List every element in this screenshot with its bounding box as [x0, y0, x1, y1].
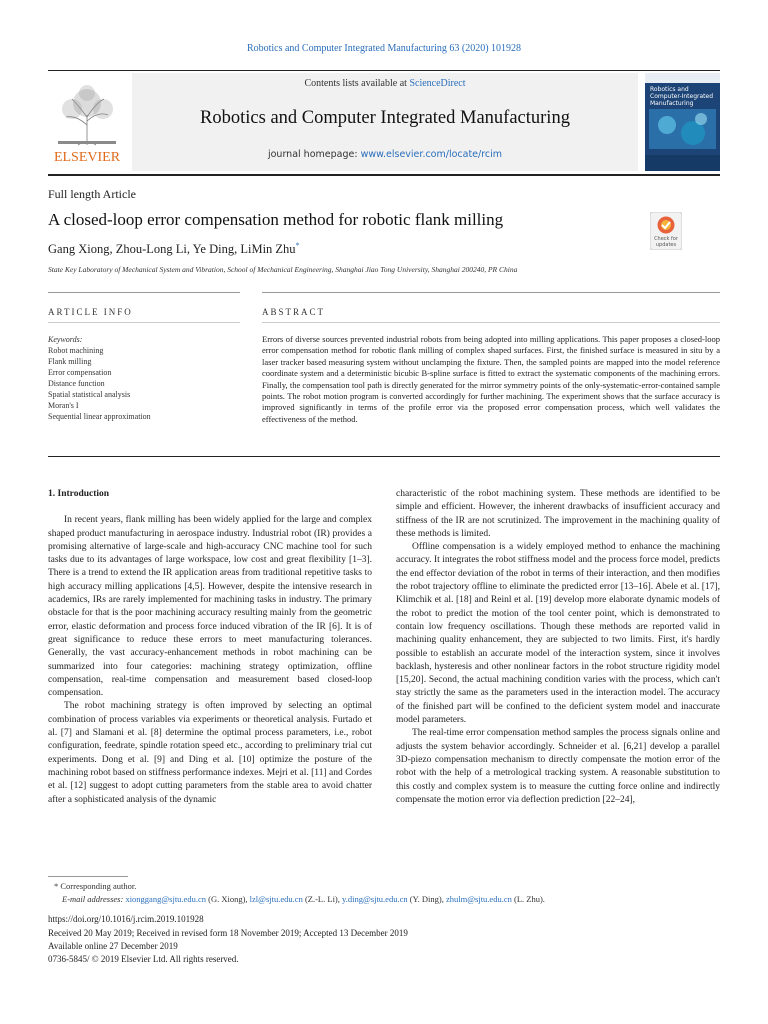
contents-prefix: Contents lists available at	[304, 78, 410, 89]
email-owner: (L. Zhu).	[511, 894, 545, 904]
received-dates: Received 20 May 2019; Received in revised form 18 November 2019; Accepted 13 December 2019	[48, 928, 408, 938]
author-list	[48, 241, 300, 257]
elsevier-logo	[48, 75, 126, 165]
affiliation: State Key Laboratory of Mechanical System and Vibration, School of Mechanical Engineering, Shanghai Jiao Tong University, Shanghai 200240, PR China	[48, 265, 518, 274]
badge-label: Check for updates	[654, 236, 678, 248]
abstract-bottom-rule	[48, 456, 720, 457]
keyword-item: Robot machining	[48, 346, 104, 355]
email-link[interactable]: zhulm@sjtu.edu.cn	[445, 894, 512, 904]
corresponding-author-mark[interactable]: *	[295, 241, 300, 250]
abstract-top-rule	[262, 292, 720, 293]
journal-reference[interactable]: Robotics and Computer Integrated Manufacturing 63 (2020) 101928	[246, 43, 522, 54]
body-left-column	[48, 488, 372, 807]
authors-text: Gang Xiong, Zhou-Long Li, Ye Ding, LiMin Zhu	[48, 242, 296, 257]
check-for-updates-badge[interactable]	[650, 212, 682, 250]
body-right-column	[396, 488, 720, 807]
abstract-mid-rule	[262, 322, 720, 323]
abstract-text: Errors of diverse sources prevented industrial robots from being adopted into milling applications. This paper proposes a closed-loop error compensation method for robotic flank milling of complex shaped surfaces. First, the finished surface is measured in situ by a laser tracker based measuring system without unclamping the fixture. Then, the sampled points are mapped into the model reference coordinate system and a deterministic bicubic B-spline surface is fitted to extract the systematic components of the machining errors. Finally, the compensation tool path is directly generated for the mirror symmetry points of the only-systematic-error-contained sample points. The robot motion program is converted accordingly for further machining. The experiment shows that the surface accuracy is improved significantly in terms of the profile error via the proposed error compensation process, which well validates the effectiveness of the method.	[262, 334, 720, 424]
email-owner: (Z.-L. Li),	[302, 894, 343, 904]
keywords-block	[48, 334, 248, 422]
email-owner: (G. Xiong),	[205, 894, 250, 904]
info-mid-rule	[48, 322, 240, 323]
journal-title: Robotics and Computer Integrated Manufacturing	[200, 108, 570, 128]
paragraph: Offline compensation is a widely employed method to enhance the machining accuracy. It integrates the robot stiffness model and the process force model, predicts the end effector deviation of the robot in terms of their interaction, and then modifies the robot trajectory offline to eliminate the predicted error [13–16]. Abele et al. [17], Klimchik et al. [18] and Reinl et al. [19] develop more elaborate dynamic models of the robot to predict the motion of the tool center point, which is demonstrated to contain low frequency oscillations. Though these methods are reported valid in machining quality enhancement, they are subjected to two limits. First, it's hardly possible to establish an accurate model of the interaction system, since it involves backlash, hysteresis and other nonlinear factors in the robot structure rigidity model [15,20]. Second, the actual machining condition varies with the process, which can't stay strictly the same as the parameters used in the interaction model. The accuracy of the finished part will be confined to the deficient system model and inaccurate model parameters.	[396, 542, 720, 726]
paragraph: The real-time error compensation method samples the process signals online and adjusts the system behavior accordingly. Schneider et al. [6,21] develop a parallel 3D-piezo compensation mechanism to directly compensate the motion error of the robot with the help of a metrological tracking system. A reasonable substitution to this costly and complex system is to measure the cutting force online and indirectly compensate the motion error via deflection prediction [22–24],	[396, 728, 720, 805]
keyword-item: Sequential linear approximation	[48, 412, 151, 421]
copyright: 0736-5845/ © 2019 Elsevier Ltd. All rights reserved.	[48, 954, 239, 964]
paper-title: A closed-loop error compensation method for robotic flank milling	[48, 210, 504, 229]
header-top-rule	[48, 70, 720, 71]
publisher-wordmark: ELSEVIER	[53, 150, 121, 165]
journal-homepage	[132, 149, 638, 160]
header-bottom-rule	[48, 174, 720, 176]
keyword-item: Flank milling	[48, 357, 92, 366]
elsevier-tree-icon	[48, 75, 126, 165]
email-link[interactable]: lzl@sjtu.edu.cn	[249, 894, 303, 904]
email-owner: (Y. Ding),	[407, 894, 446, 904]
email-label: E-mail addresses:	[62, 894, 126, 904]
keyword-item: Spatial statistical analysis	[48, 390, 131, 399]
homepage-prefix: journal homepage:	[267, 149, 361, 160]
contents-line	[132, 78, 638, 89]
email-addresses	[62, 894, 545, 904]
paragraph: characteristic of the robot machining system. These methods are identified to be simple and efficient. However, the inherent drawbacks of insufficient accuracy and stiffness of the IR are not scrutinized. The improvement in the machining quality of these methods is limited.	[396, 489, 720, 539]
keyword-item: Moran's I	[48, 401, 79, 410]
footnote-rule	[48, 876, 128, 877]
corresponding-note: * Corresponding author.	[54, 881, 137, 891]
paragraph: The robot machining strategy is often improved by selecting an optimal combination of process variables via experiments or theoretical analysis. Furtado et al. [7] and Slamani et al. [8] determine the optimal process parameters, i.e., robot configuration, feedrate, spindle rotation speed etc., according to preliminary trial cut experiments. Dong et al. [9] and Ding et al. [10] optimize the posture of the machining robot based on stiffness performance indexes. Mejri et al. [11] and Cordes et al. [12] suggest to adopt cutting parameters from the stable area to avoid chatter after a sophisticated analysis of the dynamic	[48, 701, 372, 805]
paragraph: In recent years, flank milling has been widely applied for the large and complex shaped product manufacturing in aerospace industry. Industrial robot (IR) provides a promising alternative of large-scale and high-accuracy CNC machine tool for such tasks due to its advantages of large workspace, low cost and great flexibility [1–3]. There is a trend to extend the IR application areas from traditional repetitive tasks to high accuracy milling applications [4,5]. However, despite the intensive research in academics, IRs are rarely implemented for machining tasks in industry. The primary obstacle for that is the poor machining accuracy resulting mainly from the geometric error, elastic deformation and process force induced vibration of the IR [6]. It is of great significance to reduce these errors to meet manufacturing tolerances. Generally, the vast accuracy-enhancement methods in robot machining can be summarized into four categories: machining strategy optimization, offline compensation, real-time compensation and measurement based closed-loop compensation.	[48, 515, 372, 699]
section-heading-introduction: 1. Introduction	[48, 489, 110, 499]
keyword-item: Error compensation	[48, 368, 112, 377]
sciencedirect-link[interactable]: ScienceDirect	[409, 78, 466, 89]
available-online: Available online 27 December 2019	[48, 941, 178, 951]
cover-title: Robotics and Computer-Integrated Manufacturing	[650, 86, 714, 107]
abstract-heading: ABSTRACT	[262, 307, 326, 317]
keywords-label: Keywords:	[48, 335, 83, 344]
email-link[interactable]: y.ding@sjtu.edu.cn	[342, 894, 408, 904]
article-type: Full length Article	[48, 187, 136, 201]
article-info-heading: ARTICLE INFO	[48, 307, 133, 317]
email-link[interactable]: xionggang@sjtu.edu.cn	[125, 894, 206, 904]
info-top-rule	[48, 292, 240, 293]
homepage-link[interactable]: www.elsevier.com/locate/rcim	[360, 149, 503, 160]
doi-link[interactable]: https://doi.org/10.1016/j.rcim.2019.101928	[48, 914, 204, 924]
keyword-item: Distance function	[48, 379, 105, 388]
